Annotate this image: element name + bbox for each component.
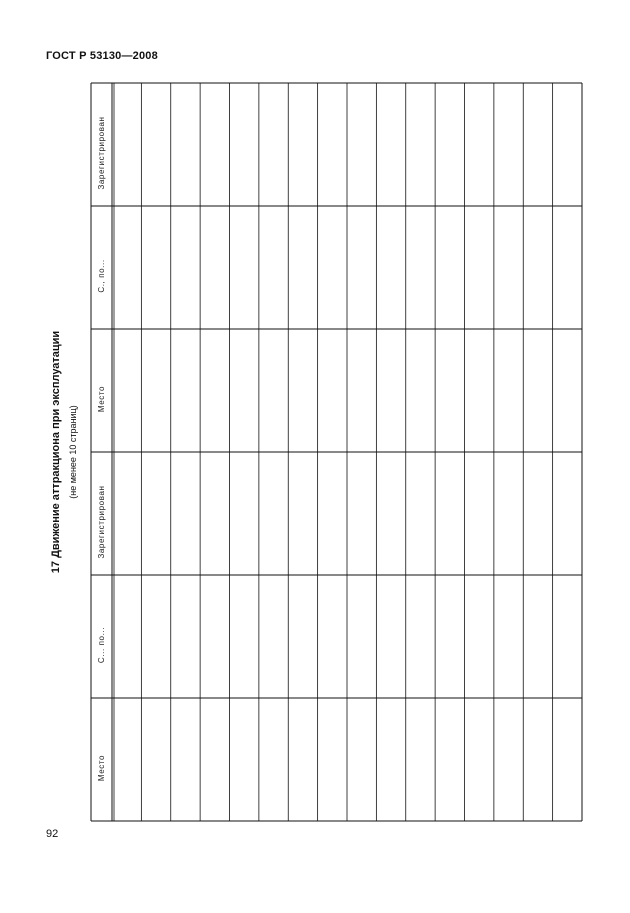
column-header-label: Место — [97, 754, 106, 782]
section-subtitle: (не менее 10 страниц) — [68, 405, 78, 499]
column-header-label: Зарегистрирован — [97, 485, 106, 559]
section-title: 17 Движение аттракциона при эксплуатации — [50, 330, 62, 574]
column-header-label: Место — [97, 385, 106, 413]
standard-header: ГОСТ Р 53130—2008 — [46, 50, 158, 62]
column-header-label: С., по... — [97, 259, 106, 293]
column-header-label: Зарегистрирован — [97, 116, 106, 190]
page-number: 92 — [46, 828, 59, 840]
table-grid — [91, 83, 582, 821]
column-header-label: С... по... — [97, 626, 106, 664]
table-header-labels — [97, 116, 106, 781]
